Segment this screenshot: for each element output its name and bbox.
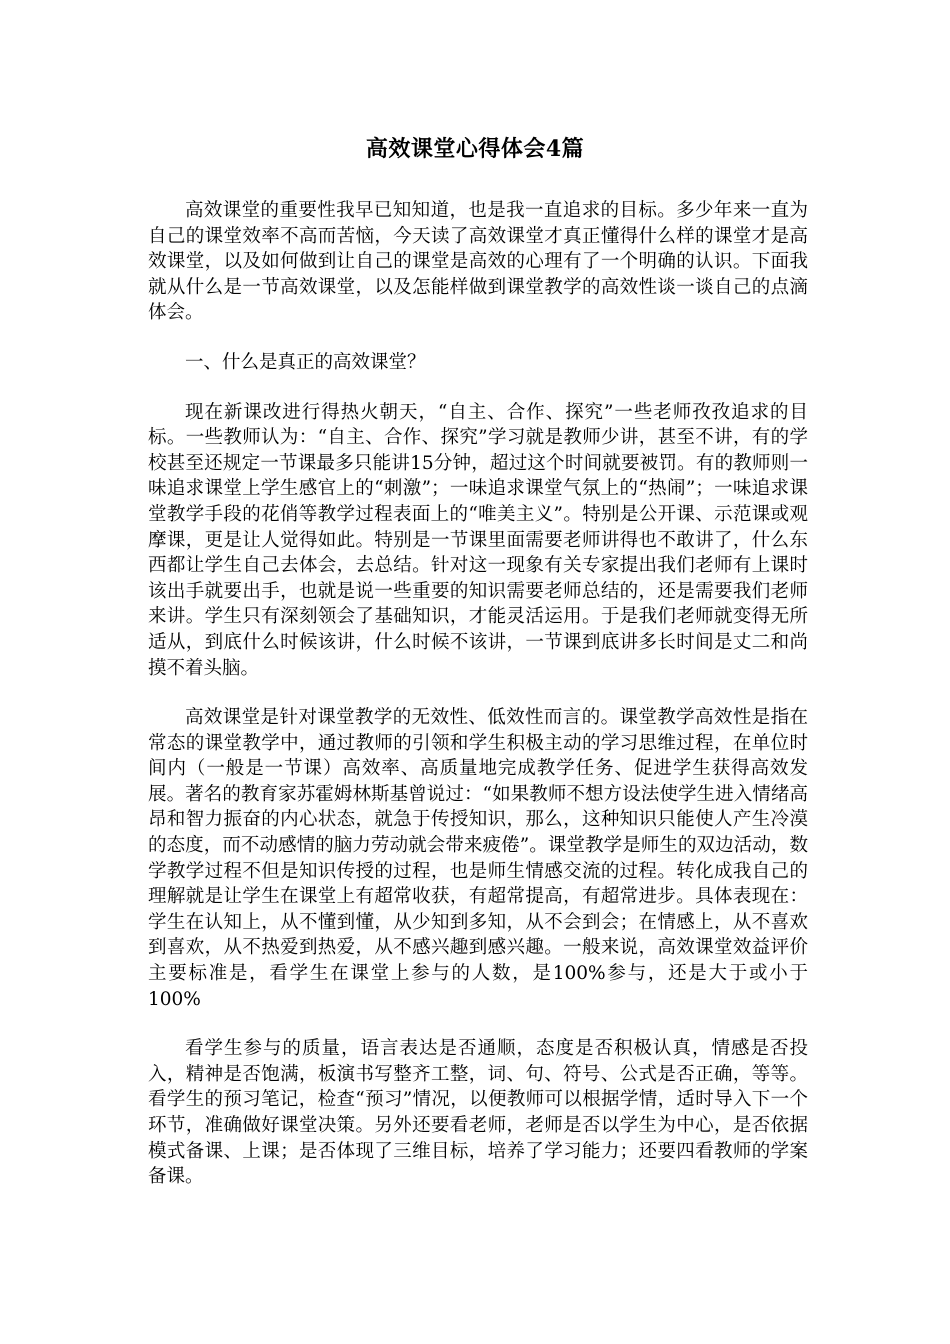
document-title: 高效课堂心得体会4篇 <box>365 136 585 162</box>
paragraph-evaluation: 看学生参与的质量，语言表达是否通顺，态度是否积极认真，情感是否投入，精神是否饱满，板演书写整齐工整，词、句、符号、公式是否正确，等等。看学生的预习笔记，检查“预习”情况，以便教师可以根据学情，适时导入下一个环节，准确做好课堂决策。另外还要看老师，老师是否以学生为中心，是否依据模式备课、上课；是否体现了三维目标，培养了学习能力；还要四看教师的学案备课。 <box>148 1038 808 1188</box>
section-heading: 一、什么是真正的高效课堂？ <box>185 351 426 373</box>
paragraph-context: 现在新课改进行得热火朝天，“自主、合作、探究”一些老师孜孜追求的目标。一些教师认为：“自主、合作、探究”学习就是教师少讲，甚至不讲，有的学校甚至还规定一节课最多只能讲15分钟，超过这个时间就要被罚。有的教师则一味追求课堂上学生感官上的“刺激”；一味追求课堂气氛上的“热闹”；一味追求课堂教学手段的花俏等教学过程表面上的“唯美主义”。特别是公开课、示范课或观摩课，更是让人觉得如此。特别是一节课里面需要老师讲得也不敢讲了，什么东西都让学生自己去体会，去总结。针对这一现象有关专家提出我们老师有上课时该出手就要出手，也就是说一些重要的知识需要老师总结的，还是需要我们老师来讲。学生只有深刻领会了基础知识，才能灵活运用。于是我们老师就变得无所适从，到底什么时候该讲，什么时候不该讲，一节课到底讲多长时间是丈二和尚摸不着头脑。 <box>148 401 808 679</box>
paragraph-definition: 高效课堂是针对课堂教学的无效性、低效性而言的。课堂教学高效性是指在常态的课堂教学中，通过教师的引领和学生积极主动的学习思维过程，在单位时间内（一般是一节课）高效率、高质量地完成教学任务、促进学生获得高效发展。著名的教育家苏霍姆林斯基曾说过：“如果教师不想方设法使学生进入情绪高昂和智力振奋的内心状态，就急于传授知识，那么，这种知识只能使人产生冷漠的态度，而不动感情的脑力劳动就会带来疲倦”。课堂教学是师生的双边活动，数学教学过程不但是知识传授的过程，也是师生情感交流的过程。转化成我自己的理解就是让学生在课堂上有超常收获，有超常提高，有超常进步。具体表现在：学生在认知上，从不懂到懂，从少知到多知，从不会到会；在情感上，从不喜欢到喜欢，从不热爱到热爱，从不感兴趣到感兴趣。一般来说，高效课堂效益评价主要标准是，看学生在课堂上参与的人数，是100%参与，还是大于或小于100% <box>148 707 808 1010</box>
paragraph-intro: 高效课堂的重要性我早已知知道，也是我一直追求的目标。多少年来一直为自己的课堂效率不高而苦恼，今天读了高效课堂才真正懂得什么样的课堂才是高效课堂，以及如何做到让自己的课堂是高效的心理有了一个明确的认识。下面我就从什么是一节高效课堂，以及怎能样做到课堂教学的高效性谈一谈自己的点滴体会。 <box>148 200 808 324</box>
document-body <box>148 198 808 1214</box>
